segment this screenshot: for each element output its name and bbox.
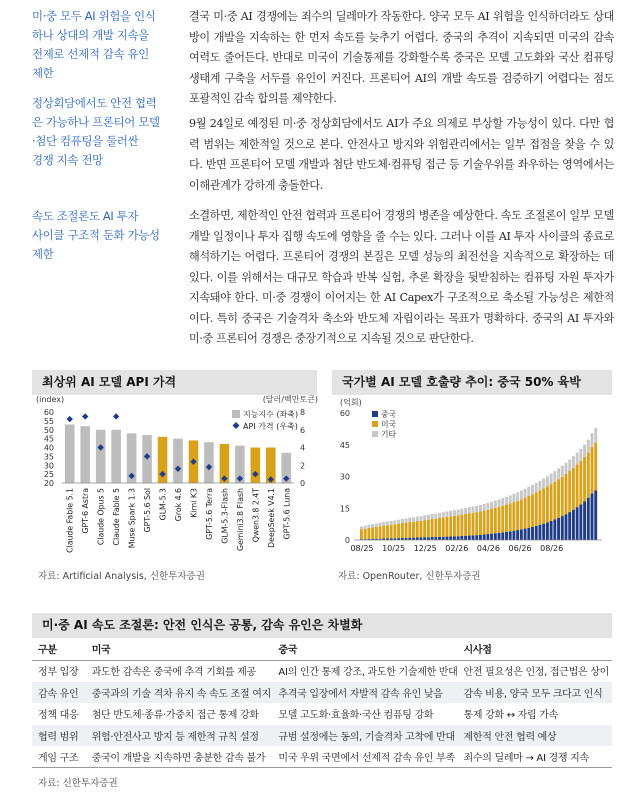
stacked-bar-us	[367, 528, 370, 539]
stacked-bar-other	[565, 463, 568, 474]
table-cell: 정책 대응	[32, 703, 86, 725]
stacked-bar-other	[460, 509, 463, 515]
stacked-bar-us	[561, 477, 564, 516]
table-cell: 협력 범위	[32, 725, 86, 747]
intelligence-bar	[80, 426, 90, 483]
y2-tick-label: 4	[300, 443, 306, 453]
stacked-bar-us	[557, 479, 560, 518]
stacked-bar-us	[446, 517, 449, 537]
stacked-bar-china	[565, 514, 568, 540]
stacked-bar-other	[408, 518, 411, 522]
stacked-bar-us	[520, 499, 523, 529]
stacked-bar-us	[494, 508, 497, 533]
header-implication: 시사점	[458, 638, 612, 660]
table-cell: AI의 인간 통제 강조, 과도한 기술제한 반대	[272, 660, 457, 682]
stacked-bar-china	[539, 525, 542, 540]
stacked-bar-china	[468, 536, 471, 540]
sidenote-2: 정상회담에서도 안전 협력 은 가능하나 프론티어 모델 ·첨단 컴퓨팅을 둘러싼 경쟁 지속 전망	[32, 96, 160, 167]
stacked-bar-other	[542, 479, 545, 489]
table-cell: 규범 설정에는 동의, 기술격차 고착에 반대	[272, 725, 457, 747]
table-row	[32, 660, 612, 682]
stacked-bar-other	[438, 513, 441, 518]
stacked-bar-china	[464, 536, 467, 540]
stacked-bar-us	[565, 474, 568, 514]
stacked-bar-other	[516, 492, 519, 500]
stacked-bar-us	[360, 529, 363, 539]
stacked-bar-us	[431, 519, 434, 537]
stacked-bar-china	[550, 521, 553, 540]
stacked-bar-other	[583, 445, 586, 457]
stacked-bar-other	[509, 495, 512, 503]
stacked-bar-other	[527, 487, 530, 496]
table-cell: 중국이 개발을 지속하면 충분한 감속 불가	[86, 746, 273, 768]
stacked-bar-other	[546, 476, 549, 486]
y-tick-label: 30	[339, 472, 350, 482]
stacked-bar-us	[464, 514, 467, 536]
legend-label-price: API 가격 (우축)	[243, 422, 298, 431]
stacked-bar-china	[486, 534, 489, 540]
legend-label: 미국	[381, 420, 397, 429]
table-row	[32, 682, 612, 704]
stacked-bar-china	[583, 501, 586, 540]
table-cell: 제한적 안전 협력 예상	[458, 725, 612, 747]
table-source: 자료: 신한투자증권	[38, 778, 118, 789]
stacked-bar-us	[405, 523, 408, 538]
api-price-marker	[113, 413, 119, 419]
x-tick-label: Muse Spark 1.3	[127, 488, 137, 549]
stacked-bar-other	[420, 516, 423, 521]
stacked-bar-china	[587, 498, 590, 540]
x-tick-label: 08/26	[540, 544, 564, 553]
stacked-bar-us	[412, 522, 415, 538]
stacked-bar-us	[438, 518, 441, 537]
stacked-bar-us	[397, 524, 400, 538]
x-tick-label: Kimi K3	[189, 488, 199, 518]
stacked-bar-other	[524, 489, 527, 498]
stacked-bar-china	[434, 537, 437, 540]
stacked-bar-other	[371, 524, 374, 527]
stacked-bar-other	[412, 517, 415, 521]
stacked-bar-other	[423, 515, 426, 520]
stacked-bar-other	[539, 481, 542, 491]
legend-swatch	[372, 421, 378, 427]
stacked-bar-china	[423, 537, 426, 540]
stacked-bar-china	[501, 532, 504, 540]
stacked-bar-other	[416, 517, 419, 522]
stacked-bar-us	[516, 501, 519, 530]
stacked-bar-china	[427, 537, 430, 540]
stacked-bar-us	[449, 516, 452, 536]
stacked-bar-us	[420, 521, 423, 538]
stacked-bar-us	[594, 443, 597, 491]
y-tick-label: 60	[43, 408, 54, 417]
stacked-bar-china	[453, 536, 456, 540]
stacked-bar-other	[386, 521, 389, 525]
paragraph-3: 소결하면, 제한적인 안전 협력과 프론티어 경쟁의 병존을 예상한다. 속도 조절론이 일부 모델 개발 일정이나 투자 집행 속도에 영향을 줄 수는 있다. 그러나 이를 AI 투자 사이클의 종료로 해석하기는 어렵다. 프론티어 경쟁의 본질은 모델 성능의 최전선을 지속적으로 확장하는 데 있다. 이를 위해서는 대규모 학습과 반복 실험, 추론 확장을 뒷받침하는 컴퓨팅 자원 투자가 지속돼야 한다. 미·중 경쟁이 이어지는 한 AI Capex가 구조적으로 축소될 가능성은 제한적이다. 특히 중국은 기술격차 축소와 반도체 자립이라는 목표가 명확하다. 중국의 AI 투자와 미·중 프론티어 경쟁은 중장기적으로 지속될 것으로 판단한다.	[189, 209, 614, 345]
y-tick-label: 0	[344, 536, 350, 545]
stacked-bar-other	[397, 520, 400, 524]
stacked-bar-us	[490, 509, 493, 534]
api-price-chart	[32, 395, 322, 567]
stacked-bar-other	[367, 525, 370, 528]
intelligence-bar	[204, 442, 214, 483]
header-china: 중국	[272, 638, 457, 660]
stacked-bar-us	[379, 526, 382, 538]
stacked-bar-other	[382, 522, 385, 526]
stacked-bar-china	[483, 534, 486, 540]
stacked-bar-china	[568, 512, 571, 540]
stacked-bar-us	[393, 524, 396, 538]
table-cell: 첨단 반도체·종류·가중치 접근 통제 강화	[86, 703, 273, 725]
stacked-bar-china	[431, 537, 434, 540]
legend-swatch	[372, 431, 378, 437]
x-tick-label: DeepSeek V4.1	[266, 488, 276, 548]
x-tick-label: Claude Fable 5.1	[65, 488, 75, 553]
stacked-bar-china	[505, 532, 508, 540]
y-tick-label: 25	[43, 470, 54, 480]
table-cell: 안전 필요성은 인정, 접근법은 상이	[458, 660, 612, 682]
stacked-bar-china	[494, 533, 497, 540]
table-row	[32, 703, 612, 725]
figure2-title: 국가별 AI 모델 호출량 추이: 중국 50% 육박	[332, 370, 612, 395]
stacked-bar-us	[542, 489, 545, 524]
stacked-bar-us	[550, 484, 553, 521]
stacked-bar-us	[579, 461, 582, 505]
stacked-bar-us	[591, 447, 594, 494]
table-cell: 미국 우위 국면에서 선제적 감속 유인 부족	[272, 746, 457, 768]
table-cell: 게임 구조	[32, 746, 86, 768]
stacked-bar-other	[512, 494, 515, 502]
y-tick-label: 45	[43, 434, 54, 444]
intelligence-bar	[96, 430, 106, 483]
legend-label-intelligence: 지능지수 (좌축)	[243, 410, 299, 419]
table-cell: 중국과의 기술 격차 유지 속 속도 조절 여지	[86, 682, 273, 704]
table-row	[32, 746, 612, 768]
stacked-bar-other	[486, 503, 489, 510]
stacked-bar-other	[449, 511, 452, 517]
stacked-bar-china	[594, 490, 597, 540]
intelligence-bar	[173, 439, 183, 483]
x-tick-label: 10/25	[382, 544, 406, 553]
stacked-bar-china	[438, 537, 441, 540]
x-tick-label: Qwen3.8 2.4T	[251, 488, 261, 543]
stacked-bar-us	[583, 457, 586, 501]
stacked-bar-us	[576, 464, 579, 507]
table-header-row	[32, 638, 612, 660]
intelligence-bar	[65, 424, 75, 483]
api-price-marker	[67, 416, 73, 422]
stacked-bar-china	[531, 527, 534, 540]
stacked-bar-other	[479, 505, 482, 511]
figure2-source: 자료: OpenRouter, 신한투자증권	[338, 571, 481, 582]
stacked-bar-other	[427, 515, 430, 520]
stacked-bar-us	[408, 522, 411, 538]
legend-label: 기타	[381, 430, 397, 439]
stacked-bar-other	[446, 511, 449, 517]
stacked-bar-other	[494, 501, 497, 508]
stacked-bar-other	[401, 519, 404, 523]
stacked-bar-china	[516, 530, 519, 540]
stacked-bar-us	[427, 520, 430, 538]
stacked-bar-other	[360, 526, 363, 529]
y-axis-label: (index)	[36, 395, 65, 404]
stacked-bar-us	[498, 507, 501, 533]
sidenote-1: 미·중 모두 AI 위험을 인식 하나 상대의 개발 지속을 전제로 선제적 감속 유인 제한	[32, 9, 156, 80]
stacked-bar-other	[587, 440, 590, 453]
stacked-bar-other	[472, 507, 475, 513]
api-price-marker	[82, 413, 88, 419]
stacked-bar-china	[475, 535, 478, 540]
stacked-bar-us	[457, 515, 460, 536]
stacked-bar-us	[423, 520, 426, 537]
figure1-title: 최상위 AI 모델 API 가격	[32, 370, 317, 395]
stacked-bar-us	[568, 471, 571, 512]
paragraph-1: 결국 미·중 AI 경쟁에는 죄수의 딜레마가 작동한다. 양국 모두 AI 위험을 인식하더라도 상대방이 개발을 지속하는 한 먼저 속도를 늦추기 어렵다. 중국의 추격이 지속되면 미국의 감속 여력도 줄어든다. 반대로 미국이 기술통제를 강화할수록 중국은 모델 고도화와 국산 컴퓨팅 생태계 구축을 서두를 유인이 커진다. 프론티어 AI의 개발 속도를 검증하기 어렵다는 점도 포괄적인 감속 합의를 제약한다.	[189, 10, 614, 105]
legend-swatch	[372, 411, 378, 417]
x-tick-label: GPT-5.6 Luna	[282, 488, 292, 540]
stacked-bar-us	[475, 512, 478, 535]
stacked-bar-china	[457, 536, 460, 540]
y-tick-label: 50	[43, 425, 54, 435]
stacked-bar-other	[405, 518, 408, 522]
stacked-bar-other	[520, 491, 523, 500]
stacked-bar-other	[553, 471, 556, 482]
stacked-bar-other	[591, 433, 594, 447]
stacked-bar-us	[527, 496, 530, 528]
stacked-bar-other	[505, 497, 508, 505]
stacked-bar-us	[472, 513, 475, 536]
stacked-bar-us	[371, 528, 374, 539]
stacked-bar-us	[509, 503, 512, 531]
stacked-bar-other	[468, 507, 471, 513]
table-cell: 과도한 감속은 중국에 추격 기회를 제공	[86, 660, 273, 682]
stacked-bar-other	[475, 506, 478, 512]
paragraph-2: 9월 24일로 예정된 미·중 정상회담에서도 AI가 주요 의제로 부상할 가능성이 있다. 다만 협력 범위는 제한적일 것으로 본다. 안전사고 방지와 위험관리에서는 일부 접점을 찾을 수 있다. 반면 프론티어 모델 개발과 첨단 반도체·컴퓨팅 접근 등 기술우위를 좌우하는 영역에서는 이해관계가 강하게 충돌한다.	[189, 117, 614, 192]
stacked-bar-other	[457, 510, 460, 516]
stacked-bar-china	[579, 504, 582, 540]
stacked-bar-other	[393, 520, 396, 524]
y-axis-label: (억회)	[340, 398, 362, 407]
x-tick-label: GPT-5.6 Sol	[143, 488, 153, 533]
stacked-bar-other	[572, 456, 575, 468]
stacked-bar-other	[568, 460, 571, 471]
header-category: 구분	[32, 638, 86, 660]
stacked-bar-china	[490, 534, 493, 540]
x-tick-label: 12/25	[413, 544, 437, 553]
stacked-bar-us	[460, 515, 463, 536]
table-title: 미·중 AI 속도 조절론: 안전 인식은 공통, 감속 유인은 차별화	[32, 613, 612, 638]
intelligence-bar	[251, 448, 261, 484]
stacked-bar-china	[512, 531, 515, 540]
stacked-bar-us	[434, 519, 437, 537]
stacked-bar-us	[416, 521, 419, 537]
x-tick-label: Gemini3.8 Flash	[235, 488, 245, 552]
stacked-bar-other	[498, 499, 501, 506]
stacked-bar-china	[524, 529, 527, 540]
stacked-bar-other	[501, 498, 504, 506]
y-tick-label: 15	[339, 504, 350, 514]
x-tick-label: GLM-5.3-Flash	[220, 488, 230, 544]
table-cell: 감속 비용, 양국 모두 크다고 인식	[458, 682, 612, 704]
stacked-bar-us	[382, 526, 385, 539]
stacked-bar-other	[483, 504, 486, 511]
stacked-bar-china	[509, 531, 512, 540]
stacked-bar-us	[375, 527, 378, 539]
stacked-bar-china	[553, 519, 556, 540]
stacked-bar-us	[468, 513, 471, 535]
x-tick-label: 04/26	[476, 544, 500, 553]
stacked-bar-us	[587, 452, 590, 497]
stacked-bar-us	[483, 511, 486, 535]
y2-tick-label: 2	[300, 461, 306, 471]
stacked-bar-other	[390, 521, 393, 525]
stacked-bar-other	[594, 428, 597, 443]
stacked-bar-us	[535, 492, 538, 525]
stacked-bar-china	[542, 524, 545, 540]
stacked-bar-us	[486, 510, 489, 534]
stacked-bar-other	[561, 466, 564, 477]
stacked-bar-us	[401, 523, 404, 538]
stacked-bar-other	[453, 510, 456, 516]
stacked-bar-other	[442, 512, 445, 517]
x-tick-label: GPT-6 Astra	[81, 488, 91, 534]
intelligence-bar	[111, 430, 121, 483]
stacked-bar-other	[434, 514, 437, 519]
x-tick-label: 08/25	[350, 544, 374, 553]
stacked-bar-us	[505, 505, 508, 532]
stacked-bar-other	[579, 449, 582, 461]
stacked-bar-china	[546, 522, 549, 540]
y-tick-label: 55	[43, 416, 54, 426]
stacked-bar-other	[464, 508, 467, 514]
x-tick-label: 06/26	[508, 544, 532, 553]
x-tick-label: 02/26	[445, 544, 469, 553]
stacked-bar-other	[490, 502, 493, 509]
y-tick-label: 60	[339, 409, 350, 418]
stacked-bar-us	[539, 490, 542, 524]
stacked-bar-us	[531, 494, 534, 527]
stacked-bar-china	[576, 507, 579, 540]
stacked-bar-us	[572, 468, 575, 510]
stacked-bar-us	[453, 516, 456, 537]
table-row	[32, 725, 612, 747]
header-us: 미국	[86, 638, 273, 660]
stacked-bar-other	[550, 474, 553, 484]
stacked-bar-us	[553, 482, 556, 520]
stacked-bar-china	[479, 535, 482, 540]
y-tick-label: 35	[43, 452, 54, 462]
y-tick-label: 20	[43, 479, 54, 488]
stacked-bar-us	[512, 502, 515, 531]
x-tick-label: Claude Fable 5	[112, 488, 122, 546]
x-tick-label: GPT-5.6 Terra	[204, 488, 214, 540]
y-tick-label: 40	[43, 443, 54, 453]
y2-tick-label: 8	[300, 408, 306, 417]
stacked-bar-us	[479, 511, 482, 534]
stacked-bar-china	[561, 516, 564, 540]
stacked-bar-china	[446, 537, 449, 540]
stacked-bar-china	[498, 533, 501, 540]
y-tick-label: 30	[43, 461, 54, 471]
y-tick-label: 45	[339, 440, 350, 450]
legend-label: 중국	[381, 410, 397, 419]
table-cell: 감속 유인	[32, 682, 86, 704]
stacked-bar-china	[520, 529, 523, 540]
stacked-bar-other	[576, 453, 579, 465]
table-cell: 죄수의 딜레마 → AI 경쟁 지속	[458, 746, 612, 768]
stacked-bar-other	[364, 526, 367, 529]
table-cell: 모델 고도화·효율화·국산 컴퓨팅 강화	[272, 703, 457, 725]
stacked-bar-other	[531, 485, 534, 494]
stacked-bar-china	[460, 536, 463, 540]
legend-swatch-intelligence	[232, 410, 240, 418]
stacked-bar-other	[375, 523, 378, 526]
stacked-bar-us	[442, 518, 445, 537]
stacked-bar-china	[472, 535, 475, 540]
table-cell: 추격국 입장에서 자발적 감속 유인 낮음	[272, 682, 457, 704]
legend-marker-price	[233, 422, 240, 429]
call-volume-chart	[332, 395, 612, 567]
stacked-bar-us	[546, 486, 549, 522]
stacked-bar-other	[535, 483, 538, 493]
stacked-bar-us	[390, 525, 393, 539]
stacked-bar-us	[524, 498, 527, 529]
comparison-table	[32, 638, 612, 768]
stacked-bar-other	[557, 468, 560, 479]
y2-tick-label: 6	[300, 425, 306, 435]
stacked-bar-china	[591, 493, 594, 540]
sidenote-3: 속도 조절론도 AI 투자 사이클 구조적 둔화 가능성 제한	[32, 209, 160, 261]
stacked-bar-china	[527, 528, 530, 540]
stacked-bar-china	[442, 537, 445, 540]
x-tick-label: Grok 4.6	[174, 488, 183, 522]
y2-tick-label: 0	[300, 479, 306, 488]
stacked-bar-us	[386, 525, 389, 538]
stacked-bar-china	[449, 536, 452, 540]
table-cell: 위험·안전사고 방지 등 제한적 규칙 설정	[86, 725, 273, 747]
figure1-source: 자료: Artificial Analysis, 신한투자증권	[38, 571, 205, 582]
table-cell: 통제 강화 ↔ 자립 가속	[458, 703, 612, 725]
table-cell: 정부 입장	[32, 660, 86, 682]
stacked-bar-us	[364, 529, 367, 539]
stacked-bar-china	[572, 510, 575, 540]
x-tick-label: Claude Opus 5	[96, 488, 106, 546]
stacked-bar-us	[501, 506, 504, 533]
y2-axis-label: (달러/백만토큰)	[262, 395, 318, 404]
stacked-bar-other	[379, 523, 382, 527]
x-tick-label: GLM-5.3	[158, 488, 168, 521]
stacked-bar-china	[557, 518, 560, 540]
stacked-bar-other	[431, 514, 434, 519]
stacked-bar-china	[535, 526, 538, 540]
